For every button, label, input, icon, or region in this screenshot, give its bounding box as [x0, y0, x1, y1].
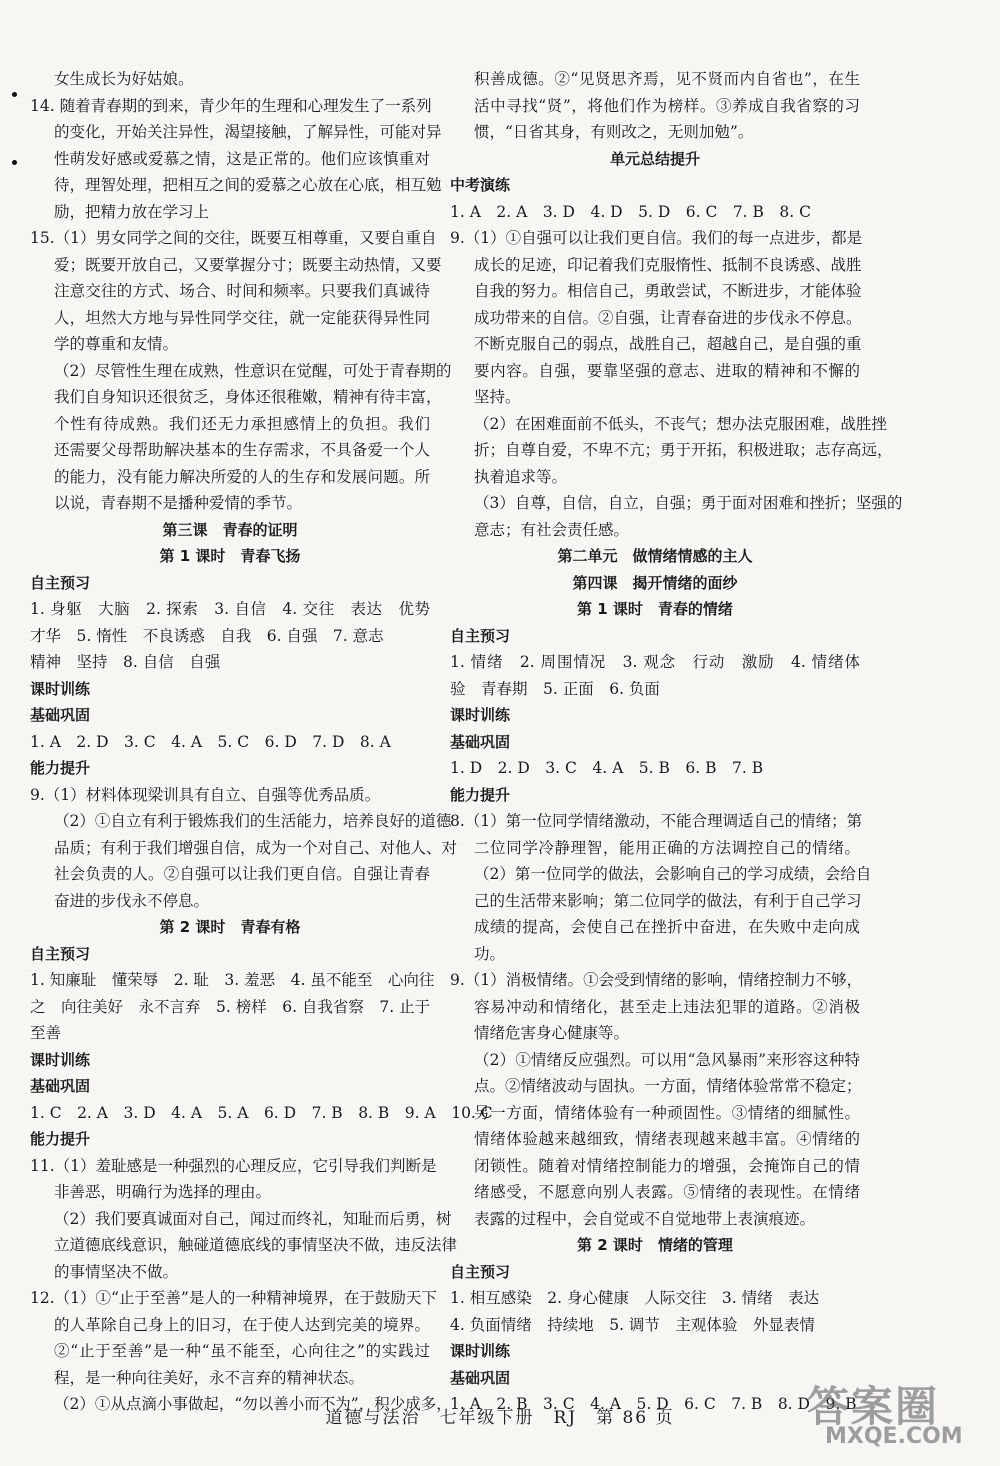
text-line: 以说，青春期不是播种爱情的季节。	[54, 494, 303, 512]
text-line: 还需要父母帮助解决基本的生存需求，不具备爱一个人	[54, 441, 430, 459]
margin-dot	[12, 160, 17, 165]
text-line: 1. D 2. D 3. C 4. A 5. B 6. B 7. B	[450, 759, 764, 777]
section-heading: 单元总结提升	[609, 149, 700, 168]
section-heading: 自主预习	[30, 944, 91, 963]
text-line: 情绪体验越来越细致，情绪表现越来越丰富。④情绪的	[474, 1130, 860, 1148]
section-heading: 能力提升	[30, 1130, 91, 1148]
text-line: 注意交往的方式、场合、时间和频率。只要我们真诚待	[54, 282, 430, 300]
text-line: 验 青春期 5. 正面 6. 负面	[450, 679, 660, 698]
text-line: （2）①情绪反应强烈。可以用“急风暴雨”来形容这种特	[474, 1050, 860, 1069]
text-line: 12.（1）①“止于至善”是人的一种精神境界，在于鼓励天下	[30, 1289, 437, 1307]
watermark-url: MXQE.COM	[825, 1424, 963, 1449]
section-heading: 第 2 课时 青春有格	[159, 918, 301, 936]
text-line: （2）在困难面前不低头，不丧气；想办法克服困难，战胜挫	[474, 414, 887, 433]
section-heading: 课时训练	[30, 679, 91, 698]
page-footer: 道德与法治 七年级下册 RJ 第 86 页	[325, 1408, 675, 1428]
text-line: 绪感受，不愿意向别人表露。⑤情绪的表现性。在情绪	[474, 1183, 860, 1201]
text-line: 至善	[30, 1024, 62, 1042]
section-heading: 第 1 课时 青春飞扬	[159, 547, 301, 565]
text-line: 不断克服自己的弱点，战胜自己，超越自己，是自强的重	[474, 335, 862, 353]
section-heading: 自主预习	[30, 573, 91, 592]
section-heading: 第四课 揭开情绪的面纱	[572, 573, 738, 592]
watermark-text: 答案圈	[807, 1382, 940, 1431]
text-line: 折；自尊自爱，不卑不亢；勇于开拓，积极进取；志存高远，	[474, 441, 893, 459]
section-heading: 能力提升	[30, 759, 91, 777]
text-line: 1. A 2. D 3. C 4. A 5. C 6. D 7. D 8. A	[30, 732, 391, 751]
text-line: 惯，“日省其身，有则改之，无则加勉”。	[474, 123, 754, 141]
text-line: 自我的努力。相信自己，勇敢尝试，不断进步，才能体验	[474, 282, 862, 300]
text-line: 表露的过程中，会自觉或不自觉地带上表演痕迹。	[474, 1209, 816, 1228]
text-line: 执着追求等。	[474, 467, 568, 486]
section-heading: 第三课 青春的证明	[162, 520, 298, 539]
text-line: 1. A 2. A 3. D 4. D 5. D 6. C 7. B 8. C	[450, 202, 812, 221]
text-line: 我们自身知识还很贫乏，身体还很稚嫩，精神有待丰富，	[54, 388, 442, 406]
text-line: 的事情坚决不做。	[54, 1262, 179, 1281]
text-line: 15.（1）男女同学之间的交往，既要互相尊重，又要自重自	[30, 229, 437, 247]
text-line: 程，是一种向往美好，永不言弃的精神状态。	[54, 1368, 365, 1387]
text-line: 要内容。自强，要靠坚强的意志、进取的精神和不懈的	[474, 361, 860, 380]
text-line: 功。	[474, 944, 506, 963]
text-line: 9.（1）①自强可以让我们更自信。我们的每一点进步，都是	[450, 229, 863, 247]
text-line: 1. A 2. B 3. C 4. A 5. D 6. C 7. B 8. D 9. B	[450, 1395, 857, 1413]
section-heading: 能力提升	[450, 785, 511, 804]
section-heading: 基础巩固	[30, 706, 91, 724]
section-heading: 课时训练	[30, 1050, 91, 1069]
text-line: 的人革除自己身上的旧习，在于使人达到完美的境界。	[54, 1315, 430, 1334]
text-line: 的能力，没有能力解决所爱的人的生存和发展问题。所	[54, 467, 430, 486]
text-line: 己的生活带来影响；第二位同学的做法，有利于自己学习	[474, 891, 862, 910]
text-line: 1. 相互感染 2. 身心健康 人际交往 3. 情绪 表达	[450, 1289, 820, 1307]
margin-dot	[12, 92, 17, 97]
text-line: 活中寻找“贤”，将他们作为榜样。③养成自我省察的习	[474, 96, 860, 115]
text-line: 1. 身躯 大脑 2. 探索 3. 自信 4. 交往 表达 优势	[30, 600, 430, 618]
text-line: 14. 随着青春期的到来，青少年的生理和心理发生了一系列	[30, 96, 432, 115]
text-line: （2）第一位同学的做法，会影响自己的学习成绩，会给自	[474, 865, 872, 883]
text-line: 人，坦然大方地与异性同学交往，就一定能获得异性同	[54, 308, 430, 327]
text-line: 精神 坚持 8. 自信 自强	[30, 653, 221, 671]
text-line: 11.（1）羞耻感是一种强烈的心理反应，它引导我们判断是	[30, 1156, 437, 1175]
text-line: 另一方面，情绪体验有一种顽固性。③情绪的细腻性。	[474, 1103, 860, 1122]
text-line: 性萌发好感或爱慕之情，这是正常的。他们应该慎重对	[54, 149, 430, 168]
text-line: 闭锁性。随着对情绪控制能力的增强，会掩饰自己的情	[474, 1156, 860, 1175]
text-line: 点。②情绪波动与固执。一方面，情绪体验常常不稳定；	[474, 1077, 862, 1095]
section-heading: 基础巩固	[450, 1368, 511, 1387]
text-line: 成功带来的自信。②自强，让青春奋进的步伐永不停息。	[474, 308, 862, 327]
text-line: 待，理智处理，把相互之间的爱慕之心放在心底，相互勉	[54, 176, 442, 194]
section-heading: 课时训练	[450, 706, 511, 724]
text-line: 之 向往美好 永不言弃 5. 榜样 6. 自我省察 7. 止于	[30, 997, 431, 1016]
text-line: 个性有待成熟。我们还无力承担感情上的负担。我们	[54, 414, 430, 433]
text-line: 女生成长为好姑娘。	[54, 70, 194, 88]
section-heading: 第二单元 做情绪情感的主人	[557, 547, 753, 565]
text-line: 1. 情绪 2. 周围情况 3. 观念 行动 激励 4. 情绪体	[450, 653, 860, 671]
section-heading: 第 2 课时 情绪的管理	[577, 1236, 733, 1254]
text-line: （2）①自立有利于锻炼我们的生活能力，培养良好的道德	[54, 812, 452, 830]
section-heading: 中考演练	[450, 176, 511, 194]
text-line: 坚持。	[474, 388, 521, 406]
watermark-logo	[807, 1374, 992, 1454]
text-line: 爱；既要开放自己，又要掌握分寸；既要主动热情，又要	[54, 255, 442, 274]
section-heading: 基础巩固	[30, 1077, 91, 1095]
text-line: 非善恶，明确行为选择的理由。	[54, 1183, 272, 1201]
text-line: 社会负责的人。②自强可以让我们更自信。自强让青春	[54, 865, 430, 883]
text-line: 奋进的步伐永不停息。	[54, 891, 210, 910]
text-line: （2）我们要真诚面对自己，闻过而终礼，知耻而后勇，树	[54, 1209, 452, 1228]
text-line: 1. 知廉耻 懂荣辱 2. 耻 3. 羞恶 4. 虽不能至 心向往	[30, 971, 435, 989]
text-line: 成绩的提高，会使自己在挫折中奋进，在失败中走向成	[474, 918, 860, 936]
text-line: 学的尊重和友情。	[54, 335, 179, 353]
text-line: 1. C 2. A 3. D 4. A 5. A 6. D 7. B 8. B 9. A 10. C	[30, 1103, 493, 1122]
text-line: 品质；有利于我们增强自信，成为一个对自己、对他人、对	[54, 838, 458, 857]
section-heading: 第 1 课时 青春的情绪	[577, 600, 733, 618]
text-line: 励，把精力放在学习上	[54, 202, 210, 221]
text-line: 才华 5. 惰性 不良诱惑 自我 6. 自强 7. 意志	[30, 626, 384, 645]
text-line: 9.（1）消极情绪。①会受到情绪的影响，情绪控制力不够，	[450, 971, 863, 989]
text-line: 成长的足迹，印记着我们克服惰性、抵制不良诱惑、战胜	[474, 255, 862, 274]
text-line: 容易冲动和情绪化，甚至走上违法犯罪的道路。②消极	[474, 997, 860, 1016]
text-line: 的变化，开始关注异性，渴望接触，了解异性，可能对异	[54, 123, 442, 141]
section-heading: 自主预习	[450, 1262, 511, 1281]
section-heading: 自主预习	[450, 626, 511, 645]
text-line: 情绪危害身心健康等。	[474, 1024, 630, 1042]
text-line: （2）①从点滴小事做起，“勿以善小而不为”，积少成多，	[54, 1395, 452, 1413]
text-line: 9.（1）材料体现梁训具有自立、自强等优秀品质。	[30, 785, 381, 804]
text-line: 立道德底线意识，触碰道德底线的事情坚决不做，违反法律	[54, 1236, 458, 1254]
text-line: 8.（1）第一位同学情绪激动，不能合理调适自己的情绪；第	[450, 812, 863, 830]
text-line: 积善成德。②“见贤思齐焉，见不贤而内自省也”，在生	[474, 70, 860, 88]
text-line: ②“止于至善”是一种“虽不能至，心向往之”的实践过	[54, 1342, 430, 1360]
text-line: 4. 负面情绪 持续地 5. 调节 主观体验 外显表情	[450, 1315, 815, 1334]
section-heading: 基础巩固	[450, 732, 511, 751]
text-line: 意志；有社会责任感。	[474, 520, 630, 539]
text-line: （3）自尊，自信，自立，自强；勇于面对困难和挫折；坚强的	[474, 494, 903, 512]
text-line: （2）尽管性生理在成熟，性意识在觉醒，可处于青春期的	[54, 361, 452, 380]
section-heading: 课时训练	[450, 1342, 511, 1360]
text-line: 二位同学冷静理智，能用正确的方法调控自己的情绪。	[474, 838, 860, 857]
